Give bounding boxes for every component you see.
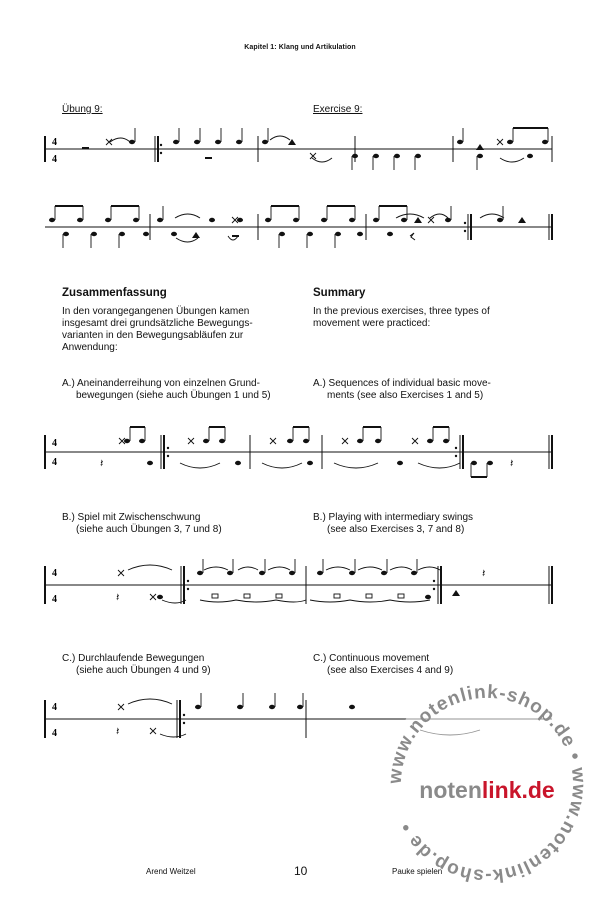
summary-title-de: Zusammenfassung bbox=[62, 287, 167, 299]
svg-text:𝄽: 𝄽 bbox=[100, 457, 104, 470]
watermark-ring-text: www.notenlink-shop.de • www.notenlink-shop.de • bbox=[384, 681, 590, 887]
item-b-de: B.) Spiel mit Zwischenschwung (siehe auch Übungen 3, 7 und 8) bbox=[62, 512, 222, 535]
watermark-main-a: noten bbox=[419, 777, 482, 803]
staff-exercise9-line2 bbox=[0, 198, 600, 258]
item-a-en: A.) Sequences of individual basic move- ments (see also Exercises 1 and 5) bbox=[313, 378, 491, 401]
staff-variant-b bbox=[0, 556, 600, 616]
page-number: 10 bbox=[294, 864, 308, 878]
time-signature-bottom: 4 bbox=[52, 457, 57, 468]
svg-text:𝄽: 𝄽 bbox=[510, 457, 514, 470]
time-signature-bottom: 4 bbox=[52, 154, 57, 165]
time-signature-bottom: 4 bbox=[52, 728, 57, 739]
time-signature-top: 4 bbox=[52, 568, 57, 579]
item-c-en: C.) Continuous movement (see also Exercises 4 and 9) bbox=[313, 653, 454, 676]
footer-author: Arend Weitzel bbox=[146, 867, 196, 876]
item-c-de: C.) Durchlaufende Bewegungen (siehe auch Übungen 4 und 9) bbox=[62, 653, 211, 676]
svg-text:𝄽: 𝄽 bbox=[116, 591, 120, 604]
chapter-header: Kapitel 1: Klang und Artikulation bbox=[244, 44, 356, 51]
svg-text:𝄽: 𝄽 bbox=[116, 725, 120, 738]
item-b-en: B.) Playing with intermediary swings (see also Exercises 3, 7 and 8) bbox=[313, 512, 474, 535]
time-signature-top: 4 bbox=[52, 702, 57, 713]
watermark-stamp bbox=[380, 677, 594, 891]
summary-body-en: In the previous exercises, three types of movement were practiced: bbox=[313, 306, 490, 329]
staff-exercise9-line1 bbox=[0, 120, 600, 180]
footer-book: Pauke spielen bbox=[392, 867, 443, 876]
time-signature-top: 4 bbox=[52, 438, 57, 449]
watermark-main-b: link.de bbox=[481, 777, 555, 803]
exercise-label-en: Exercise 9: bbox=[313, 104, 363, 115]
time-signature-top: 4 bbox=[52, 137, 57, 148]
exercise-label-de: Übung 9: bbox=[62, 104, 103, 115]
summary-body-de: In den vorangegangenen Übungen kamen insgesamt drei grundsätzliche Bewegungs- varianten in den Bewegungsabläufen zur Anwendung: bbox=[62, 306, 253, 353]
svg-text:𝄽: 𝄽 bbox=[482, 567, 486, 580]
svg-text:notenlink.de bbox=[419, 777, 554, 803]
time-signature-bottom: 4 bbox=[52, 594, 57, 605]
summary-title-en: Summary bbox=[313, 287, 366, 299]
item-a-de: A.) Aneinanderreihung von einzelnen Grund- bewegungen (siehe auch Übungen 1 und 5) bbox=[62, 378, 271, 401]
staff-variant-a bbox=[0, 423, 600, 483]
